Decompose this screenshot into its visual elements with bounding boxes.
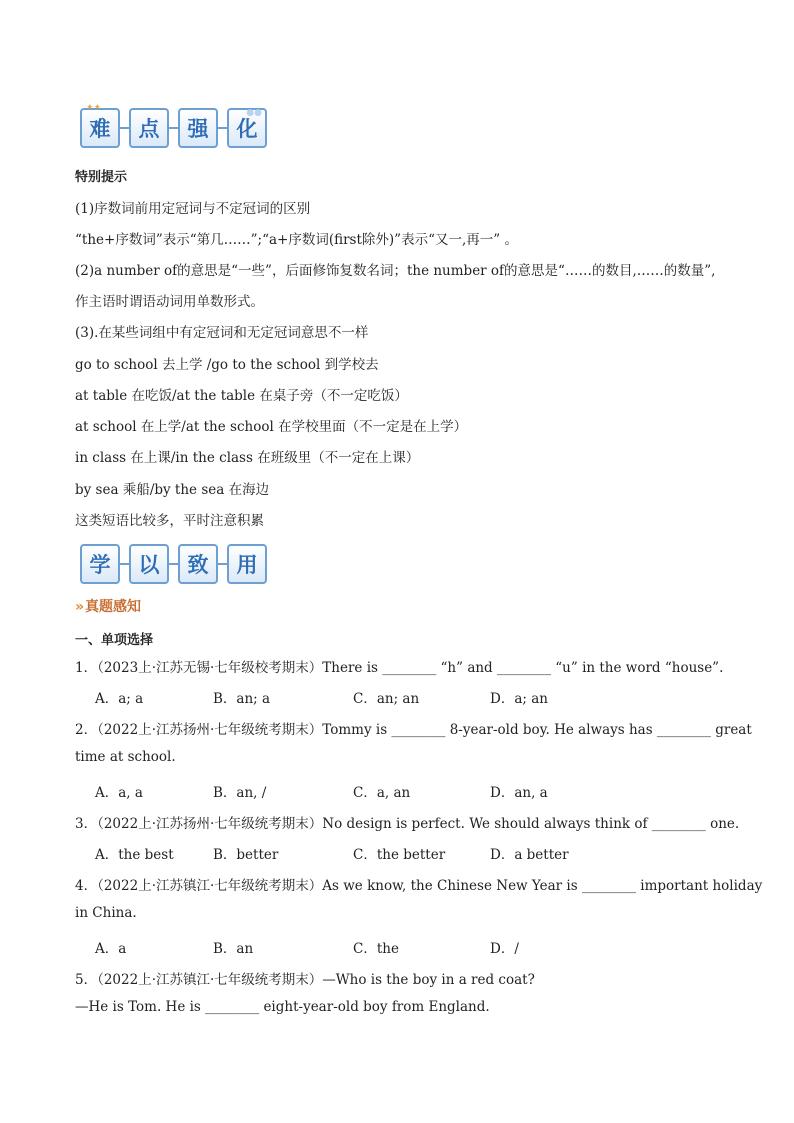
tip-line: (1)序数词前用定冠词与不定冠词的区别	[75, 201, 311, 217]
question-4-cont: in China.	[75, 905, 137, 921]
option-a[interactable]: A．a, a	[95, 785, 143, 801]
banner-connector	[218, 563, 227, 565]
option-b[interactable]: B．an; a	[213, 691, 271, 707]
option-a[interactable]: A．a	[95, 941, 127, 957]
sparkle-icon: ✦✦	[86, 103, 102, 113]
section-banner-difficult-points	[80, 103, 267, 150]
question-1: 1．（2023上·江苏无锡·七年级校考期末）There is ________ “h” and ________ “u” in the word “house”.	[75, 660, 724, 676]
banner-tile: ✦✦ 难	[80, 108, 120, 148]
option-b[interactable]: B．an, /	[213, 785, 267, 801]
banner-tile: 学	[80, 544, 120, 584]
option-c[interactable]: C．a, an	[353, 785, 411, 801]
option-c[interactable]: C．an; an	[353, 691, 420, 707]
banner-tile: 点	[129, 108, 169, 148]
banner-tile: 强	[178, 108, 218, 148]
tip-line: 作主语时谓语动词用单数形式。	[75, 294, 264, 310]
option-b[interactable]: B．better	[213, 847, 279, 863]
part-title: 一、单项选择	[75, 633, 154, 648]
question-5: 5．（2022上·江苏镇江·七年级统考期末）—Who is the boy in a red coat?	[75, 972, 535, 988]
tip-line: go to school 去上学 /go to the school 到学校去	[75, 357, 379, 373]
tip-line: at table 在吃饭/at the table 在桌子旁（不一定吃饭）	[75, 388, 408, 404]
question-3: 3．（2022上·江苏扬州·七年级统考期末）No design is perfect. We should always think of ________ one.	[75, 816, 740, 832]
option-d[interactable]: D．a; an	[490, 691, 548, 707]
tip-line: (3).在某些词组中有定冠词和无定冠词意思不一样	[75, 325, 369, 341]
banner-connector	[169, 563, 178, 565]
banner-connector	[120, 563, 129, 565]
option-c[interactable]: C．the better	[353, 847, 446, 863]
banner-connector	[120, 127, 129, 129]
bubble-icon: ●●	[246, 108, 262, 118]
option-d[interactable]: D．an, a	[490, 785, 548, 801]
question-2: 2．（2022上·江苏扬州·七年级统考期末）Tommy is ________ 8-year-old boy. He always has ________ great	[75, 722, 752, 738]
banner-tile: ●● 化	[227, 108, 267, 148]
banner-connector	[218, 127, 227, 129]
option-a[interactable]: A．the best	[95, 847, 174, 863]
tip-line: in class 在上课/in the class 在班级里（不一定在上课）	[75, 450, 420, 466]
option-a[interactable]: A．a; a	[95, 691, 144, 707]
option-d[interactable]: D．a better	[490, 847, 569, 863]
banner-tile: 致	[178, 544, 218, 584]
tip-line: by sea 乘船/by the sea 在海边	[75, 482, 270, 498]
section-banner-apply	[80, 542, 267, 586]
banner-tile: 以	[129, 544, 169, 584]
double-chevron-icon: »	[75, 599, 82, 615]
option-b[interactable]: B．an	[213, 941, 254, 957]
banner-tile: 用	[227, 544, 267, 584]
question-2-cont: time at school.	[75, 749, 176, 765]
question-4: 4．（2022上·江苏镇江·七年级统考期末）As we know, the Chinese New Year is ________ important holiday	[75, 878, 763, 894]
question-5-cont: —He is Tom. He is ________ eight-year-old boy from England.	[75, 999, 490, 1015]
option-d[interactable]: D．/	[490, 941, 519, 957]
subsection-title: » 真题感知	[75, 599, 142, 615]
tip-line: “the+序数词”表示“第几……”;“a+序数词(first除外)”表示“又一,再一” 。	[75, 232, 518, 248]
option-c[interactable]: C．the	[353, 941, 399, 957]
tip-line: 这类短语比较多，平时注意积累	[75, 513, 264, 529]
tips-title: 特别提示	[75, 170, 128, 185]
banner-connector	[169, 127, 178, 129]
tip-line: (2)a number of的意思是“一些”，后面修饰复数名词；the number of的意思是“……的数目,……的数量”,	[75, 263, 716, 279]
tip-line: at school 在上学/at the school 在学校里面（不一定是在上学）	[75, 419, 468, 435]
